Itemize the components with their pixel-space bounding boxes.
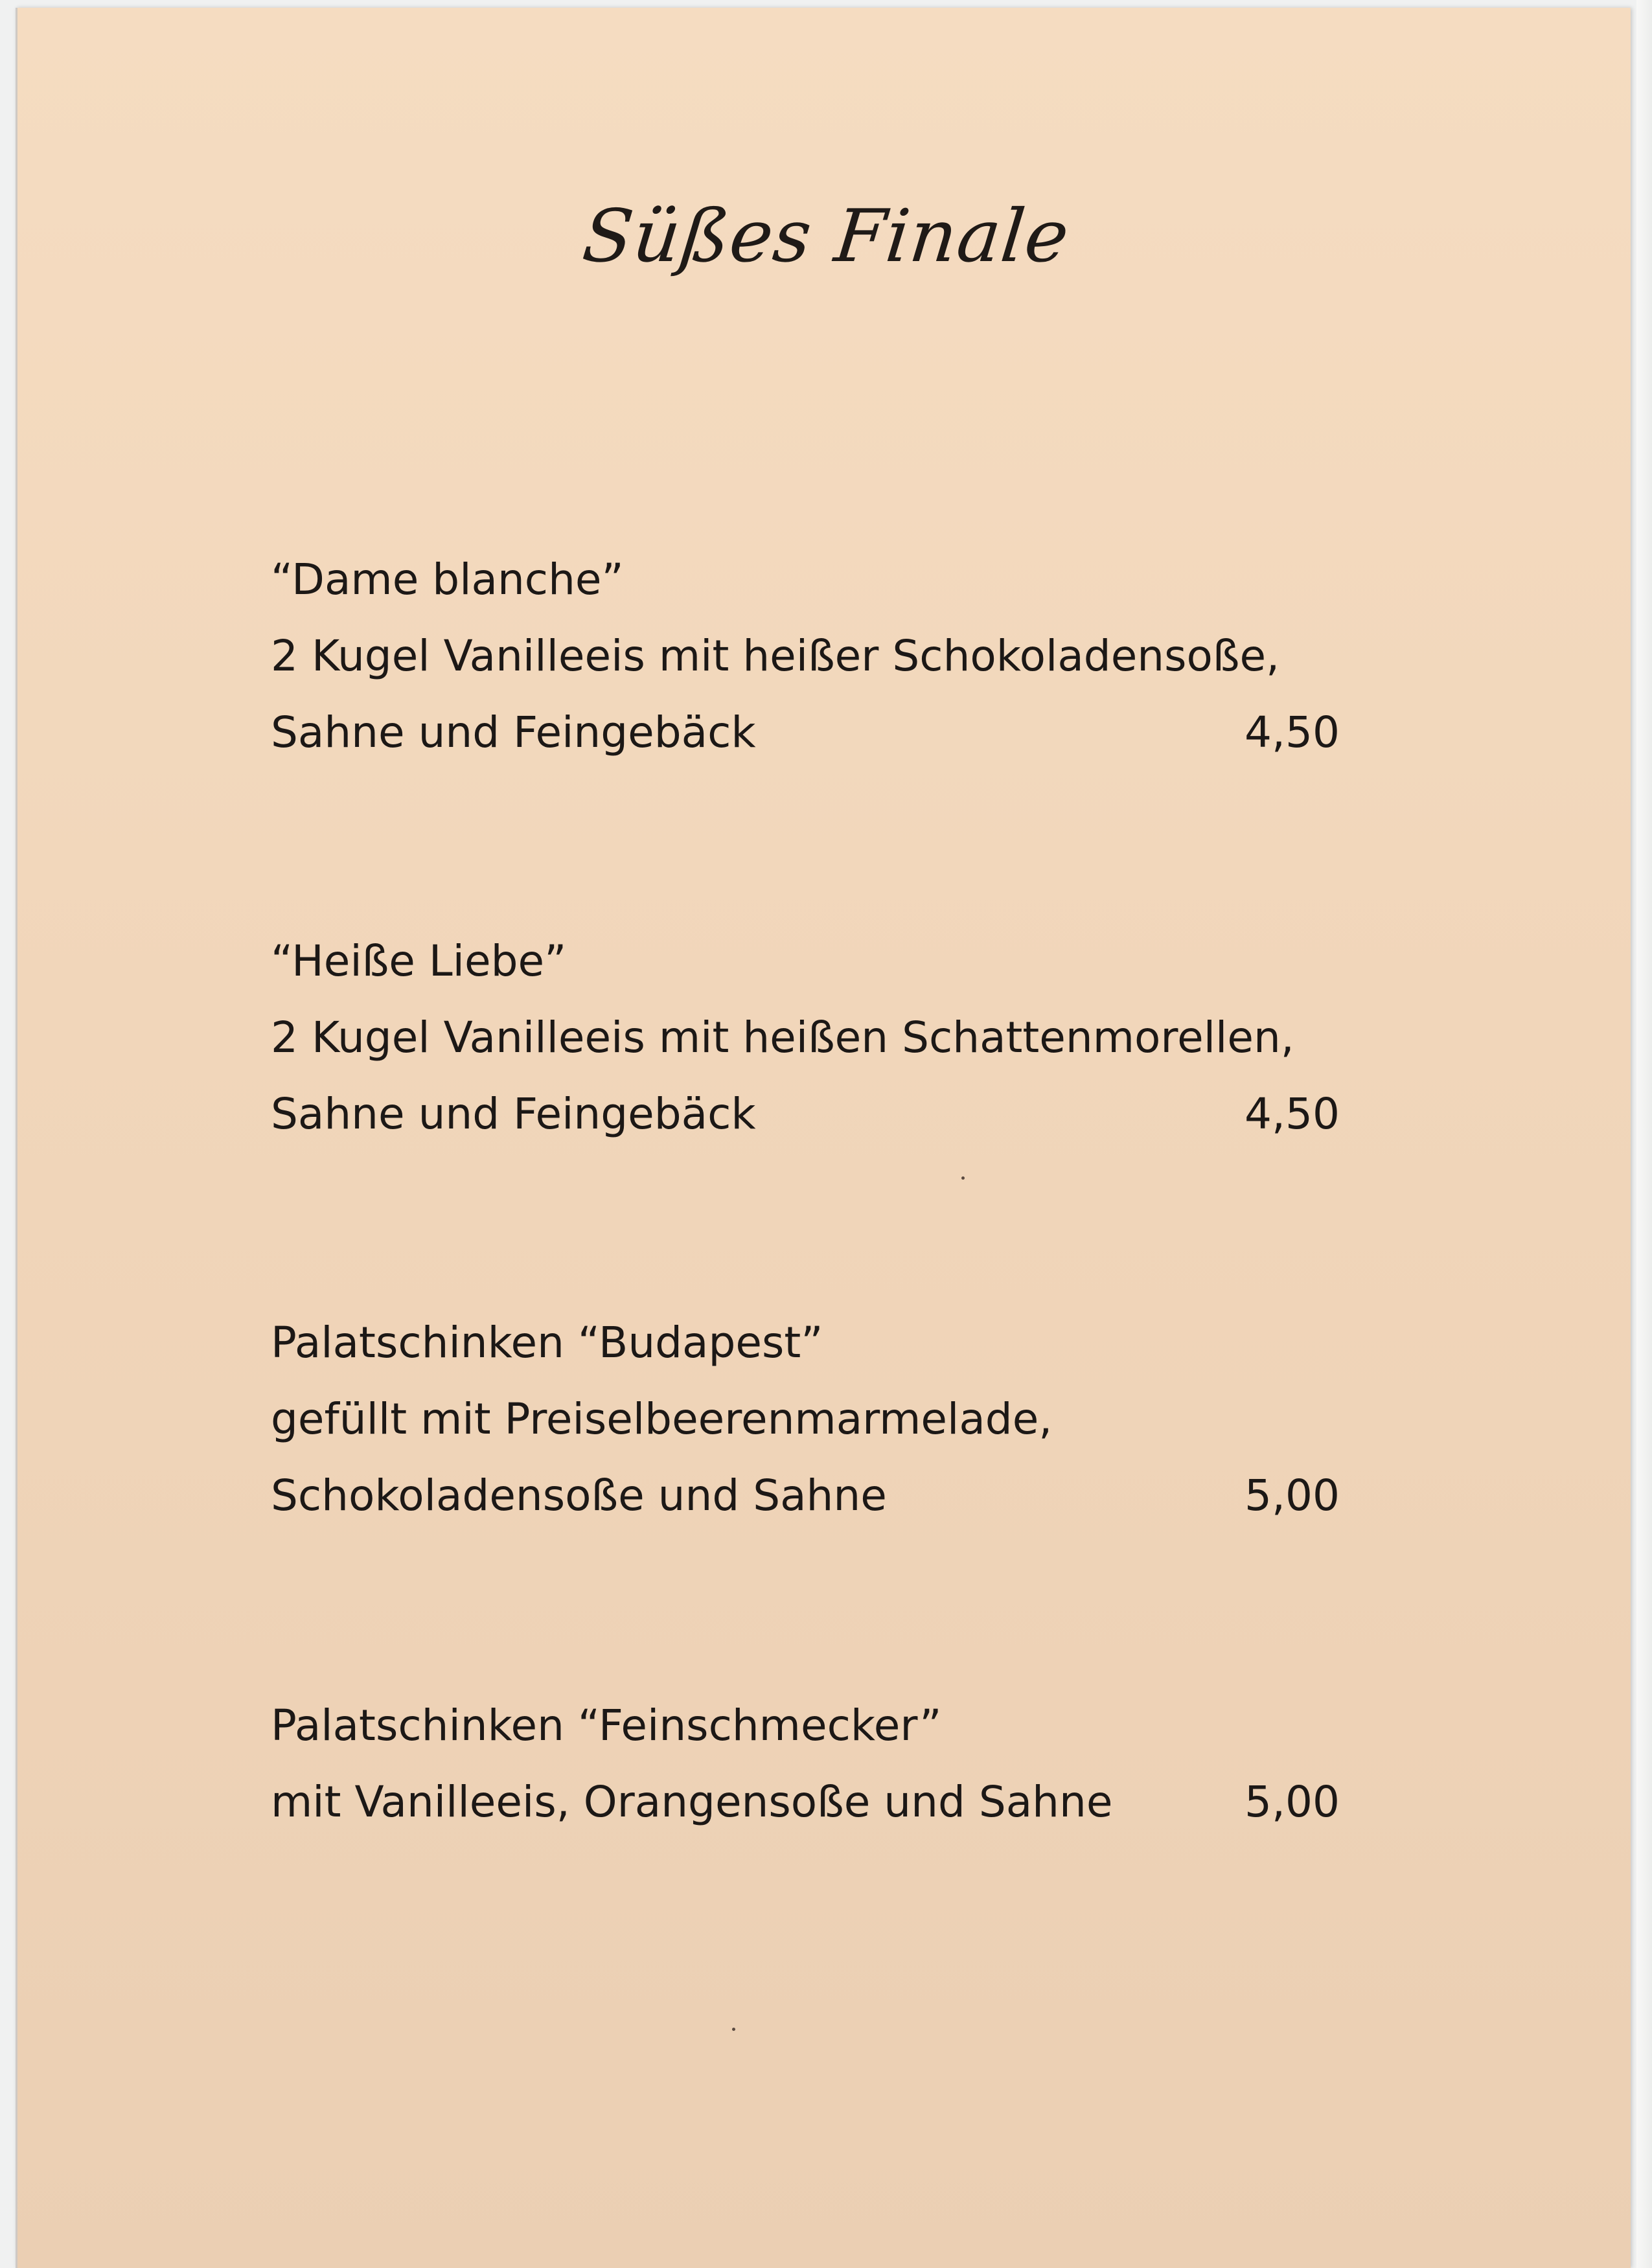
item-name: Palatschinken “Budapest” [271,1318,823,1368]
item-description-line: mit Vanilleeis, Orangensoße und Sahne [271,1777,1113,1827]
item-price: 4,50 [1245,707,1340,757]
item-price: 5,00 [1245,1471,1340,1520]
item-description-line: 2 Kugel Vanilleeis mit heißer Schokoladensoße, [271,631,1280,681]
item-name: “Heiße Liebe” [271,936,567,986]
paper-speck [961,1176,965,1180]
menu-item-palatschinken-budapest [271,1305,1340,1534]
paper-speck [732,2028,735,2031]
item-description-line-with-price [271,694,1340,771]
item-description-line: Sahne und Feingebäck [271,1089,756,1139]
menu-item-heisse-liebe [271,923,1340,1152]
item-description-line-with-price [271,1076,1340,1152]
scanner-edge [1636,0,1652,2268]
item-price: 5,00 [1245,1777,1340,1827]
item-description-line: Sahne und Feingebäck [271,707,756,757]
item-description-line-with-price [271,1764,1340,1840]
menu-item-dame-blanche [271,542,1340,771]
menu-title: Süßes Finale [579,194,1073,279]
item-description-line: Schokoladensoße und Sahne [271,1471,887,1520]
item-name: Palatschinken “Feinschmecker” [271,1701,942,1750]
item-description-line: 2 Kugel Vanilleeis mit heißen Schattenmorellen, [271,1013,1294,1062]
item-description-line: gefüllt mit Preiselbeerenmarmelade, [271,1394,1053,1444]
menu-item-palatschinken-feinschmecker [271,1688,1340,1840]
item-name: “Dame blanche” [271,555,624,604]
item-description-line-with-price [271,1458,1340,1534]
item-price: 4,50 [1245,1089,1340,1139]
